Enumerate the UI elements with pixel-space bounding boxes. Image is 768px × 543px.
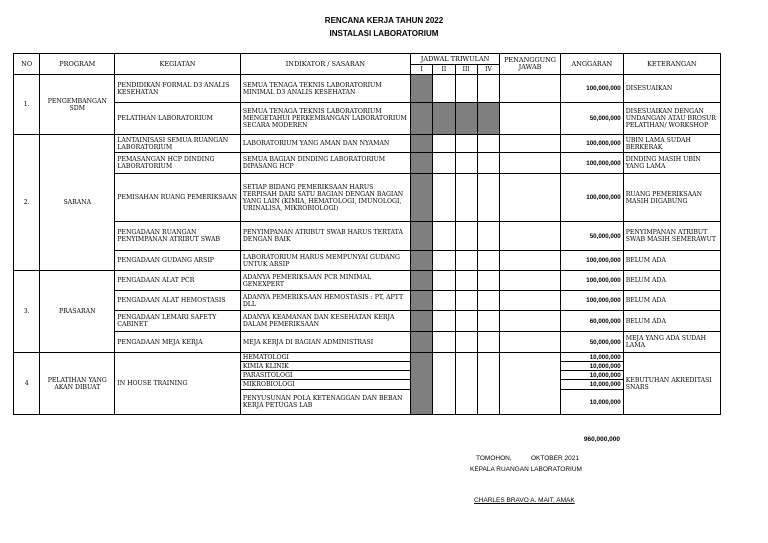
schedule-cell	[477, 174, 499, 222]
table-row	[14, 103, 721, 135]
total-anggaran: 960,000,000	[583, 436, 620, 443]
table-row	[14, 332, 721, 353]
schedule-cell-filled	[410, 222, 432, 251]
header-q2: II	[433, 65, 455, 75]
row-kegiatan: PELATIHAN LABORATORIUM	[115, 103, 241, 135]
row-indikator: SEMUA BAGIAN DINDING LABORATORIUM DIPASANG HCP	[240, 153, 410, 174]
row-anggaran: 100,000,000	[560, 271, 623, 291]
row-indikator: PARASITOLOGI	[240, 371, 410, 380]
schedule-cell-filled	[410, 251, 432, 271]
row-pj	[500, 75, 561, 103]
schedule-cell	[433, 251, 455, 271]
row-keterangan: RUANG PEMERIKSAAN MASIH DIGABUNG	[623, 174, 720, 222]
header-jadwal: JADWAL TRIWULAN	[410, 54, 499, 65]
table-header-row	[14, 54, 721, 65]
schedule-cell-filled	[433, 103, 455, 135]
row-anggaran: 100,000,000	[560, 135, 623, 153]
footer-signer: CHARLES BRAVO A. MAIT, AMAK	[474, 497, 575, 504]
schedule-cell	[433, 291, 455, 311]
schedule-cell	[455, 271, 477, 291]
header-indikator: INDIKATOR / SASARAN	[240, 54, 410, 75]
schedule-cell-filled	[410, 153, 432, 174]
schedule-cell	[433, 222, 455, 251]
row-indikator: KIMIA KLINIK	[240, 362, 410, 371]
schedule-cell-filled	[410, 332, 432, 353]
row-keterangan: MEJA YANG ADA SUDAH LAMA	[623, 332, 720, 353]
row-anggaran: 100,000,000	[560, 291, 623, 311]
row-keterangan: BELUM ADA	[623, 271, 720, 291]
row-kegiatan: PENGADAAN ALAT PCR	[115, 271, 241, 291]
row-kegiatan: PEMASANGAN HCP DINDING LABORATORIUM	[115, 153, 241, 174]
row-keterangan: PENYIMPANAN ATRIBUT SWAB MASIH SEMERAWUT	[623, 222, 720, 251]
header-kegiatan: KEGIATAN	[115, 54, 241, 75]
row-kegiatan: PEMISAHAN RUANG PEMERIKSAAN	[115, 174, 241, 222]
row-kegiatan: PENGADAAN LEMARI SAFETY CABINET	[115, 311, 241, 332]
row-anggaran: 100,000,000	[560, 251, 623, 271]
footer-date: OKTOBER 2021	[531, 455, 579, 462]
row-indikator: ADANYA PEMERIKSAAN PCR MINIMAL GENEXPERT	[240, 271, 410, 291]
schedule-cell	[477, 135, 499, 153]
header-q4: IV	[477, 65, 499, 75]
footer-role: KEPALA RUANGAN LABORATORIUM	[470, 466, 582, 473]
table-row	[14, 251, 721, 271]
table-row	[14, 291, 721, 311]
schedule-cell-filled	[410, 103, 432, 135]
schedule-cell	[477, 332, 499, 353]
row-pj	[500, 153, 561, 174]
header-keterangan: KETERANGAN	[623, 54, 720, 75]
row-pj	[500, 332, 561, 353]
row-indikator: SETIAP BIDANG PEMERIKSAAN HARUS TERPISAH DARI SATU BAGIAN DENGAN BAGIAN YANG LAIN (KIMIA, HEMATOLOGI, IMUNOLOGI, URINALISA, MIKROBIOLOGI)	[240, 174, 410, 222]
row-anggaran: 50,000,000	[560, 103, 623, 135]
schedule-cell-filled	[455, 103, 477, 135]
row-pj	[500, 222, 561, 251]
row-keterangan: DISESUAIKAN	[623, 75, 720, 103]
table-row	[14, 353, 721, 362]
schedule-cell	[455, 251, 477, 271]
schedule-cell	[433, 271, 455, 291]
header-program: PROGRAM	[40, 54, 115, 75]
row-keterangan: DISESUAIKAN DENGAN UNDANGAN ATAU BROSUR PELATIHAN/ WORKSHOP	[623, 103, 720, 135]
row-no: 1.	[14, 75, 40, 135]
row-kegiatan: PENGADAAN GUDANG ARSIP	[115, 251, 241, 271]
row-anggaran: 100,000,000	[560, 174, 623, 222]
row-anggaran: 50,000,000	[560, 222, 623, 251]
row-no: 2.	[14, 135, 40, 271]
row-indikator: LABORATORIUM YANG AMAN DAN NYAMAN	[240, 135, 410, 153]
table-row	[14, 222, 721, 251]
row-indikator: ADANYA PEMERIKSAAN HEMOSTASIS : PT, APTT DLL	[240, 291, 410, 311]
table-row	[14, 311, 721, 332]
schedule-cell	[477, 291, 499, 311]
row-pj	[500, 103, 561, 135]
schedule-cell	[433, 332, 455, 353]
row-program: SARANA	[40, 135, 115, 271]
schedule-cell	[455, 135, 477, 153]
table-row	[14, 174, 721, 222]
row-kegiatan: PENGADAAN MEJA KERJA	[115, 332, 241, 353]
row-anggaran: 10,000,000	[560, 353, 623, 362]
schedule-cell	[455, 222, 477, 251]
schedule-cell-filled	[410, 311, 432, 332]
schedule-cell	[455, 153, 477, 174]
row-program: PRASARAN	[40, 271, 115, 353]
row-kegiatan: PENDIDIKAN FORMAL D3 ANALIS KESEHATAN	[115, 75, 241, 103]
schedule-cell	[455, 75, 477, 103]
row-pj	[500, 291, 561, 311]
table-row	[14, 271, 721, 291]
row-indikator: PENYIMPANAN ATRIBUT SWAB HARUS TERTATA DENGAN BAIK	[240, 222, 410, 251]
document-title: RENCANA KERJA TAHUN 2022	[324, 16, 444, 25]
row-anggaran: 10,000,000	[560, 390, 623, 415]
row-indikator: PENYUSUNAN POLA KETENAGGAN DAN BEBAN KERJA PETUGAS LAB	[240, 390, 410, 415]
schedule-cell	[433, 153, 455, 174]
schedule-cell	[455, 353, 477, 415]
row-pj	[500, 135, 561, 153]
row-anggaran: 60,000,000	[560, 311, 623, 332]
schedule-cell-filled	[410, 135, 432, 153]
schedule-cell	[455, 311, 477, 332]
row-kegiatan: LANTAINISASI SEMUA RUANGAN LABORATORIUM	[115, 135, 241, 153]
row-kegiatan: PENGADAAN RUANGAN PENYIMPANAN ATRIBUT SWAB	[115, 222, 241, 251]
row-anggaran: 10,000,000	[560, 380, 623, 390]
schedule-cell	[477, 153, 499, 174]
row-pj	[500, 353, 561, 415]
row-pj	[500, 251, 561, 271]
schedule-cell	[433, 135, 455, 153]
row-indikator: HEMATOLOGI	[240, 353, 410, 362]
header-q3: III	[455, 65, 477, 75]
schedule-cell	[455, 174, 477, 222]
row-keterangan: BELUM ADA	[623, 311, 720, 332]
table-row	[14, 75, 721, 103]
footer-place: TOMOHON,	[476, 455, 512, 462]
schedule-cell-filled	[410, 271, 432, 291]
schedule-cell-filled	[477, 103, 499, 135]
row-keterangan: DINDING MASIH UBIN YANG LAMA	[623, 153, 720, 174]
row-keterangan: BELUM ADA	[623, 251, 720, 271]
row-kegiatan: IN HOUSE TRAINING	[115, 353, 241, 415]
document-subtitle: INSTALASI LABORATORIUM	[329, 29, 439, 38]
schedule-cell	[455, 291, 477, 311]
schedule-cell	[433, 311, 455, 332]
header-anggaran: ANGGARAN	[560, 54, 623, 75]
row-anggaran: 100,000,000	[560, 75, 623, 103]
schedule-cell	[477, 251, 499, 271]
row-pj	[500, 311, 561, 332]
row-pj	[500, 174, 561, 222]
header-q1: I	[410, 65, 432, 75]
row-indikator: LABORATORIUM HARUS MEMPUNYAI GUDANG UNTUK ARSIP	[240, 251, 410, 271]
schedule-cell-filled	[410, 75, 432, 103]
row-keterangan: KEBUTUHAN AKREDITASI SNARS	[623, 353, 720, 415]
schedule-cell	[455, 332, 477, 353]
row-keterangan: UBIN LAMA SUDAH BERKERAK	[623, 135, 720, 153]
table-row	[14, 153, 721, 174]
row-indikator: SEMUA TENAGA TEKNIS LABORATORIUM MINIMAL D3 ANALIS KESEHATAN	[240, 75, 410, 103]
row-anggaran: 10,000,000	[560, 362, 623, 371]
row-keterangan: BELUM ADA	[623, 291, 720, 311]
schedule-cell	[477, 222, 499, 251]
work-plan-table	[13, 53, 721, 415]
row-indikator: MIKROBIOLOGI	[240, 380, 410, 390]
schedule-cell	[477, 75, 499, 103]
schedule-cell	[433, 75, 455, 103]
row-pj	[500, 271, 561, 291]
schedule-cell	[433, 174, 455, 222]
schedule-cell-filled	[410, 291, 432, 311]
header-no: NO	[14, 54, 40, 75]
schedule-cell-filled	[410, 174, 432, 222]
schedule-cell	[477, 311, 499, 332]
row-anggaran: 50,000,000	[560, 332, 623, 353]
schedule-cell	[477, 271, 499, 291]
row-no: 3.	[14, 271, 40, 353]
row-program: PELATIHAN YANG AKAN DIBUAT	[40, 353, 115, 415]
schedule-cell-filled	[410, 353, 432, 415]
table-row	[14, 135, 721, 153]
row-kegiatan: PENGADAAN ALAT HEMOSTASIS	[115, 291, 241, 311]
row-indikator: MEJA KERJA DI BAGIAN ADMINISTRASI	[240, 332, 410, 353]
header-penanggung-jawab: PENANGGUNG JAWAB	[500, 54, 561, 75]
row-anggaran: 100,000,000	[560, 153, 623, 174]
schedule-cell	[433, 353, 455, 415]
row-indikator: SEMUA TENAGA TEKNIS LABORATORIUM MENGETAHUI PERKEMBANGAN LABORATORIUM SECARA MODEREN	[240, 103, 410, 135]
schedule-cell	[477, 353, 499, 415]
row-program: PENGEMBANGAN SDM	[40, 75, 115, 135]
row-anggaran: 10,000,000	[560, 371, 623, 380]
row-no: 4	[14, 353, 40, 415]
row-indikator: ADANYA KEAMANAN DAN KESEHATAN KERJA DALAM PEMERIKSAAN	[240, 311, 410, 332]
